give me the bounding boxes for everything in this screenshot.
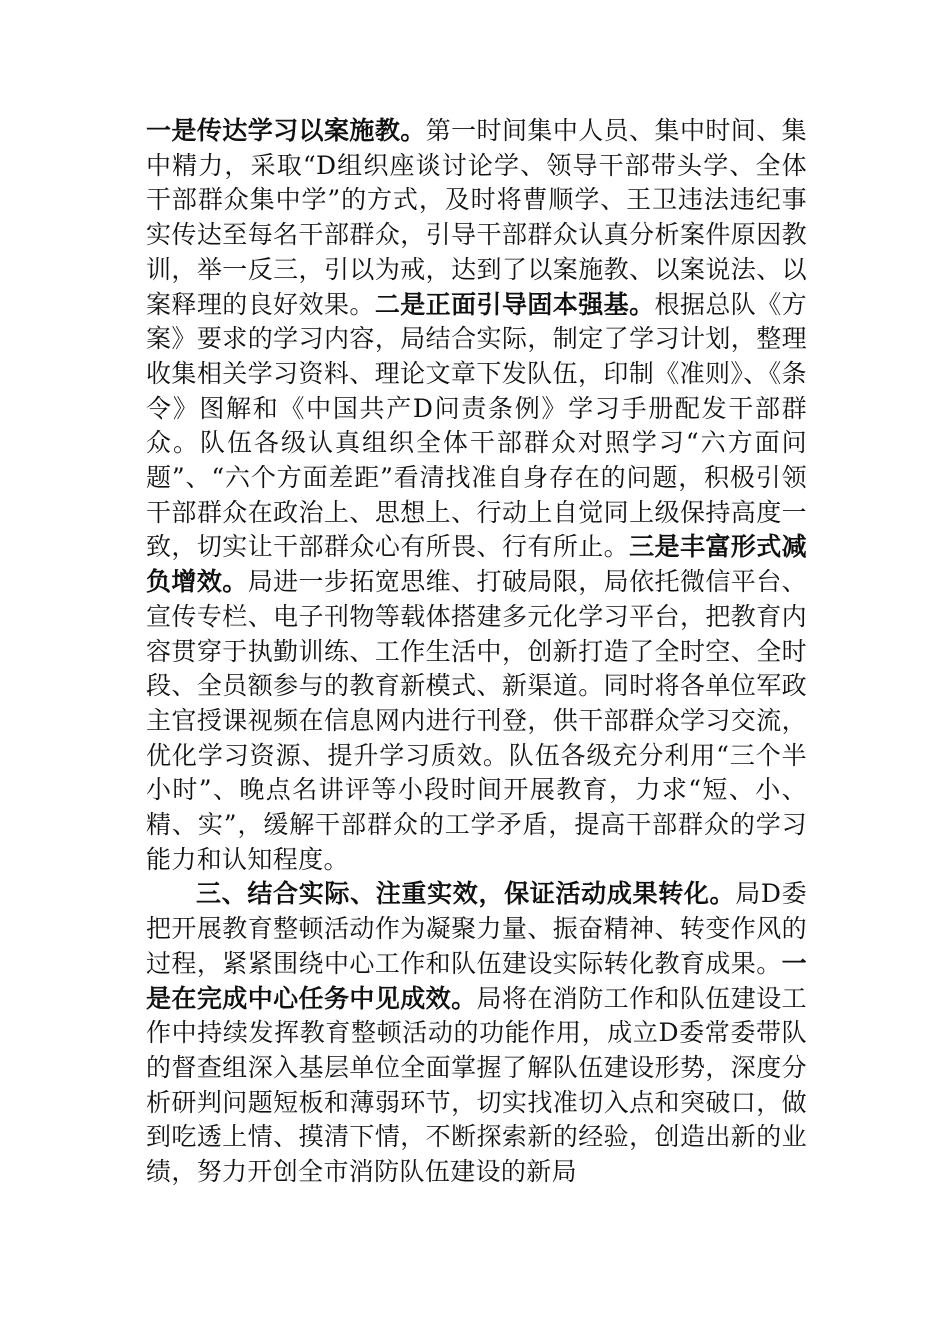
- text-run: 局将在消防工作和队伍建设工作中持续发挥教育整顿活动的功能作用，成立D委常委带队的督查组深入基层单位全面掌握了解队伍建设形势，深度分析研判问题短板和薄弱环节，切实找准切入点和突破口，做到吃透上情、摸清下情，不断探索新的经验，创造出新的业绩，努力开创全市消防队伍建设的新局: [146, 983, 807, 1187]
- paragraph-1: [146, 114, 807, 877]
- heading-run: 二是正面引导固本强基。: [374, 289, 655, 319]
- heading-run: 三是丰富形式减负增效。: [146, 532, 807, 597]
- heading-run: 一是在完成中心任务中见成效。: [146, 948, 807, 1013]
- text-run: 第一时间集中人员、集中时间、集中精力，采取“D组织座谈讨论学、领导干部带头学、全体干部群众集中学”的方式，及时将曹顺学、王卫违法违纪事实传达至每名干部群众，引导干部群众认真分析案件原因教训，举一反三，引以为戒，达到了以案施教、以案说法、以案释理的良好效果。: [146, 116, 807, 319]
- document-body: [146, 114, 807, 1190]
- text-run: 局D委把开展教育整顿活动作为凝聚力量、振奋精神、转变作风的过程，紧紧围绕中心工作和队伍建设实际转化教育成果。: [146, 879, 807, 978]
- text-run: 局进一步拓宽思维、打破局限，局依托微信平台、宣传专栏、电子刊物等载体搭建多元化学习平台，把教育内容贯穿于执勤训练、工作生活中，创新打造了全时空、全时段、全员额参与的教育新模式、新渠道。同时将各单位军政主官授课视频在信息网内进行刊登，供干部群众学习交流，优化学习资源、提升学习质效。队伍各级充分利用“三个半小时”、晚点名讲评等小段时间开展教育，力求“短、小、精、实”，缓解干部群众的工学矛盾，提高干部群众的学习能力和认知程度。: [146, 567, 807, 874]
- paragraph-2: [146, 877, 807, 1189]
- text-run: 根据总队《方案》要求的学习内容，局结合实际，制定了学习计划，整理收集相关学习资料、理论文章下发队伍，印制《准则》、《条令》图解和《中国共产D问责条例》学习手册配发干部群众。队伍各级认真组织全体干部群众对照学习“六方面问题”、“六个方面差距”看清找准自身存在的问题，积极引领干部群众在政治上、思想上、行动上自觉同上级保持高度一致，切实让干部群众心有所畏、行有所止。: [146, 289, 807, 562]
- heading-run: 一是传达学习以案施教。: [146, 116, 426, 145]
- section-heading-run: 三、结合实际、注重实效，保证活动成果转化。: [196, 879, 736, 909]
